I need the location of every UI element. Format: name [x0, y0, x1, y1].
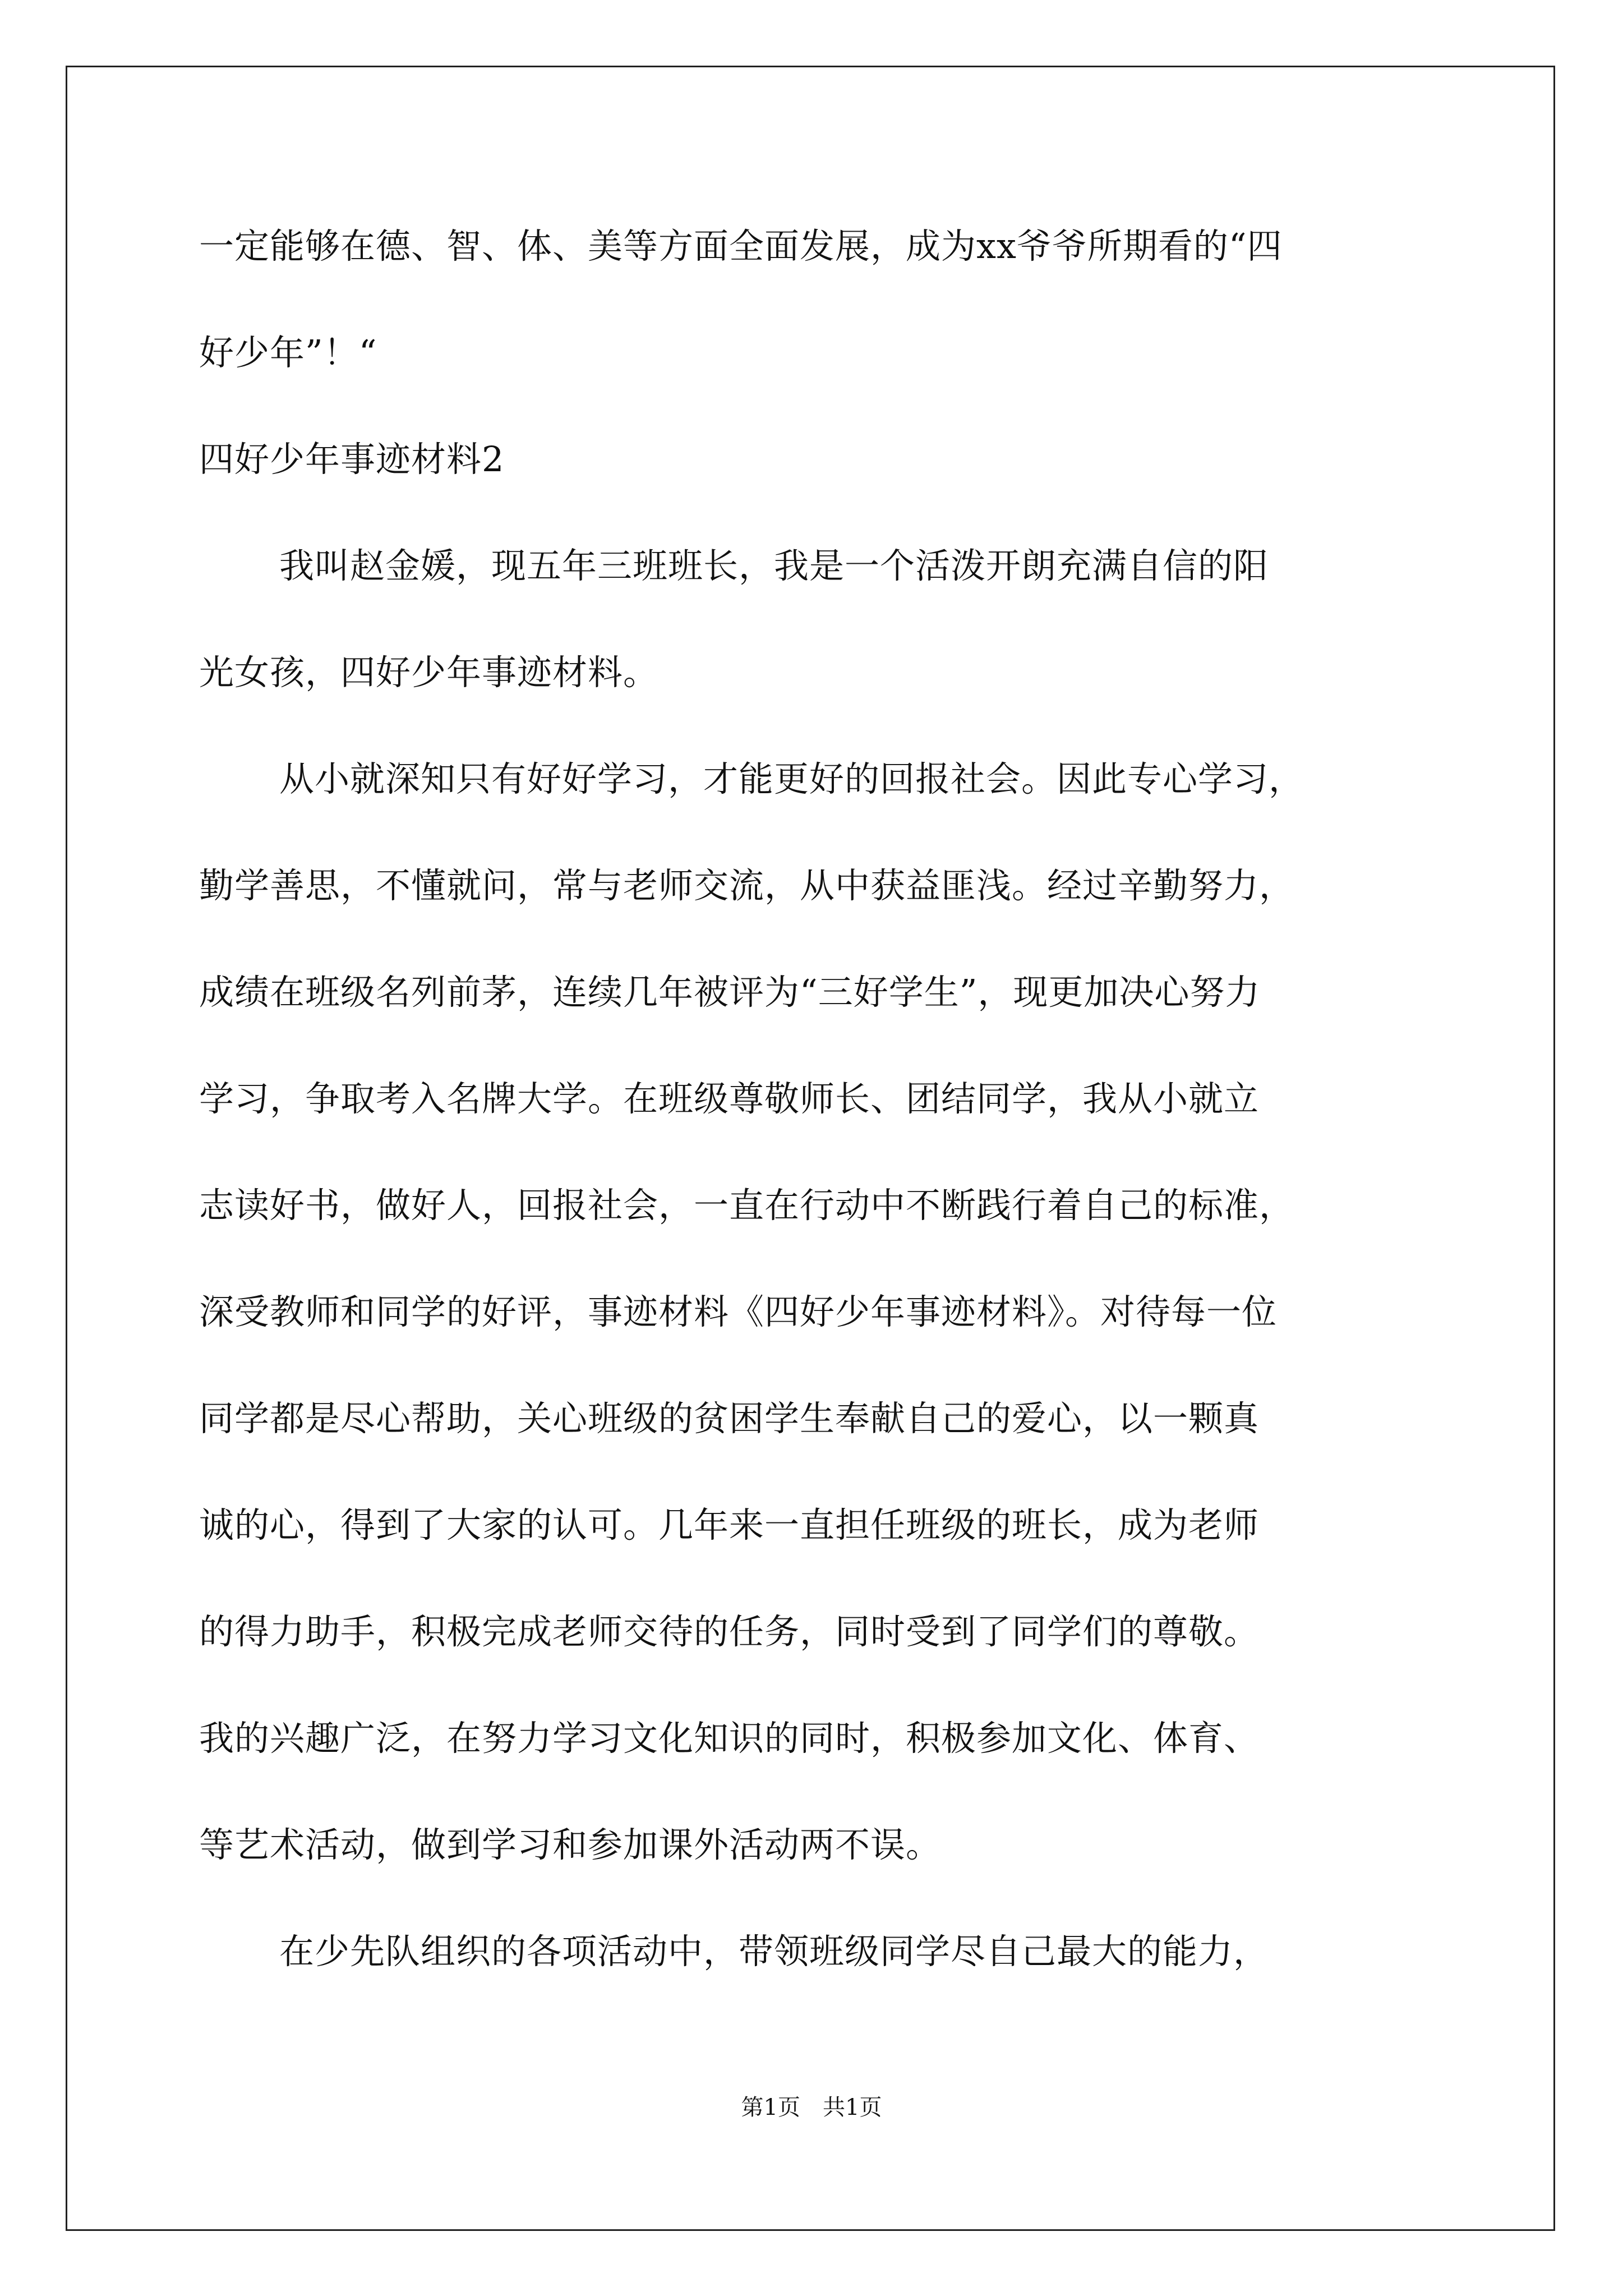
text-line: 的得力助手，积极完成老师交待的任务，同时受到了同学们的尊敬。: [199, 1611, 1260, 1652]
paragraph-start: 在少先队组织的各项活动中，带领班级同学尽自己最大的能力，: [279, 1931, 1269, 1972]
text-line: 深受教师和同学的好评，事迹材料《四好少年事迹材料》。对待每一位: [199, 1291, 1278, 1332]
text-line: 等艺术活动，做到学习和参加课外活动两不误。: [199, 1824, 942, 1865]
page-number-footer: 第1页 共1页: [741, 2095, 882, 2120]
text-line: 诚的心，得到了大家的认可。几年来一直担任班级的班长，成为老师: [199, 1504, 1260, 1545]
text-line: 学习，争取考入名牌大学。在班级尊敬师长、团结同学，我从小就立: [199, 1078, 1260, 1119]
paragraph-start: 从小就深知只有好好学习，才能更好的回报社会。因此专心学习，: [279, 758, 1304, 799]
text-line: 一定能够在德、智、体、美等方面全面发展，成为xx爷爷所期看的“四: [199, 226, 1283, 266]
text-line: 光女孩，四好少年事迹材料。: [199, 652, 659, 693]
text-line: 同学都是尽心帮助，关心班级的贫困学生奉献自己的爱心，以一颗真: [199, 1398, 1260, 1439]
page-border: [66, 66, 1555, 2231]
text-line: 好少年”！“: [199, 332, 377, 373]
paragraph-start: 我叫赵金媛，现五年三班班长，我是一个活泼开朗充满自信的阳: [279, 545, 1269, 586]
text-line: 志读好书，做好人，回报社会，一直在行动中不断践行着自己的标准，: [199, 1185, 1295, 1226]
text-line: 勤学善思，不懂就问，常与老师交流，从中获益匪浅。经过辛勤努力，: [199, 865, 1295, 906]
section-heading: 四好少年事迹材料2: [199, 439, 505, 480]
text-line: 成绩在班级名列前茅，连续几年被评为“三好学生”，现更加决心努力: [199, 972, 1261, 1013]
text-line: 我的兴趣广泛，在努力学习文化知识的同时，积极参加文化、体育、: [199, 1718, 1260, 1759]
